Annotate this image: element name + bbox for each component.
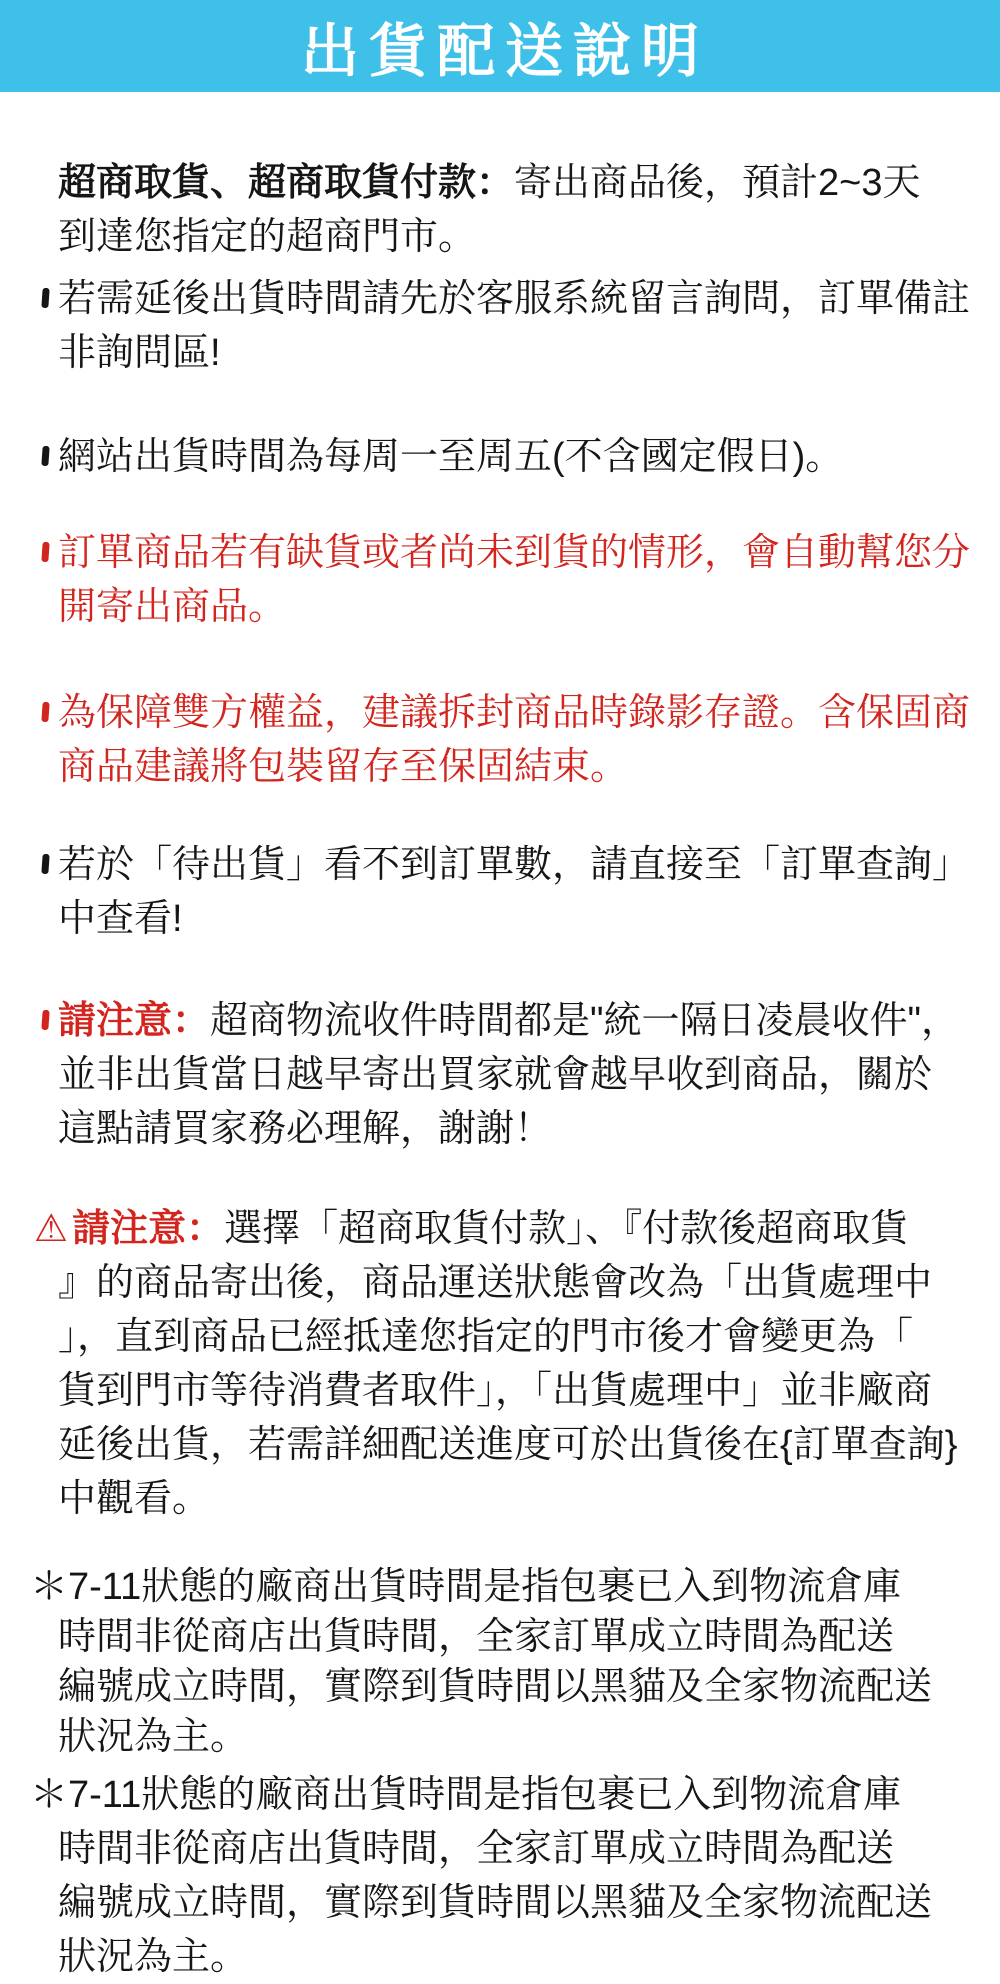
- text-line: 這點請買家務必理解，謝謝！: [58, 1108, 553, 1150]
- footnote-711-family: [30, 1562, 950, 1762]
- text-line: 若於「待出貨」看不到訂單數，請直接至「訂單查詢」: [58, 838, 950, 892]
- text-line: 非詢問區!: [58, 332, 221, 374]
- header-banner: [0, 0, 1000, 92]
- text-line: 」，直到商品已經抵達您指定的門市後才會變更為「: [58, 1316, 914, 1358]
- text-line: 中查看!: [58, 898, 183, 940]
- paragraph-order-inquiry: [58, 838, 971, 946]
- text-segment: 寄出商品後，預計2~3天: [514, 162, 921, 204]
- paragraph-status-warning: [34, 1202, 958, 1526]
- text-line: 網站出貨時間為每周一至周五(不含國定假日)。: [58, 430, 950, 484]
- text-line: 貨到門市等待消費者取件」，「出貨處理中」並非廠商: [58, 1370, 933, 1412]
- text-line: 並非出貨當日越早寄出買家就會越早收到商品，關於: [58, 1054, 933, 1096]
- paragraph-split-shipment: [58, 526, 971, 634]
- paragraph-cvs-pickup: [58, 156, 950, 264]
- notice-body: [0, 92, 1000, 1984]
- text-line: 編號成立時間，實際到貨時間以黑貓及全家物流配送: [58, 1882, 933, 1924]
- asterisk-marker: ＊: [30, 1774, 69, 1816]
- text-line: [34, 1202, 950, 1256]
- text-segment: 7-11狀態的廠商出貨時間是指包裹已入到物流倉庫: [68, 1774, 902, 1816]
- text-segment: 選擇「超商取貨付款」、『付款後超商取貨: [224, 1208, 909, 1250]
- text-line: 時間非從商店出貨時間，全家訂單成立時間為配送: [58, 1828, 895, 1870]
- footnote-711-family-duplicate: [30, 1768, 950, 1984]
- text-line: 訂單商品若有缺貨或者尚未到貨的情形，會自動幫您分: [58, 526, 950, 580]
- page-title: 出貨配送說明: [300, 19, 709, 84]
- text-line: 到達您指定的超商門市。: [58, 216, 477, 258]
- text-line: [30, 1562, 950, 1612]
- text-line: 若需延後出貨時間請先於客服系統留言詢問，訂單備註: [58, 272, 950, 326]
- text-line: 中觀看。: [58, 1478, 211, 1520]
- text-line: 時間非從商店出貨時間，全家訂單成立時間為配送: [58, 1616, 895, 1658]
- paragraph-lead-bold: 超商取貨、超商取貨付款：: [58, 162, 515, 204]
- text-segment: 7-11狀態的廠商出貨時間是指包裹已入到物流倉庫: [68, 1566, 902, 1608]
- text-line: [30, 1768, 950, 1822]
- text-segment: 超商物流收件時間都是"統一隔日凌晨收件"，: [210, 1000, 959, 1042]
- paragraph-logistics-notice: [58, 994, 959, 1156]
- text-line: 延後出貨，若需詳細配送進度可於出貨後在{訂單查詢}: [58, 1424, 958, 1466]
- text-line: 商品建議將包裝留存至保固結束。: [58, 746, 629, 788]
- text-line: 』的商品寄出後，商品運送狀態會改為「出貨處理中: [58, 1262, 933, 1304]
- paragraph-delay-shipping: [58, 272, 971, 380]
- paragraph-unboxing-video: [58, 686, 971, 794]
- text-line: [58, 994, 959, 1048]
- text-line: 狀況為主。: [58, 1936, 249, 1978]
- asterisk-marker: ＊: [30, 1566, 69, 1608]
- text-line: 狀況為主。: [58, 1716, 249, 1758]
- notice-lead: 請注意：: [58, 1000, 211, 1042]
- warning-lead: 請注意：: [72, 1208, 225, 1250]
- text-line: [58, 156, 950, 210]
- text-line: 開寄出商品。: [58, 586, 287, 628]
- text-line: 為保障雙方權益，建議拆封商品時錄影存證。含保固商: [58, 686, 950, 740]
- warning-icon: ⚠: [34, 1208, 69, 1250]
- text-line: 編號成立時間，實際到貨時間以黑貓及全家物流配送: [58, 1666, 933, 1708]
- paragraph-shipping-days: [58, 430, 950, 484]
